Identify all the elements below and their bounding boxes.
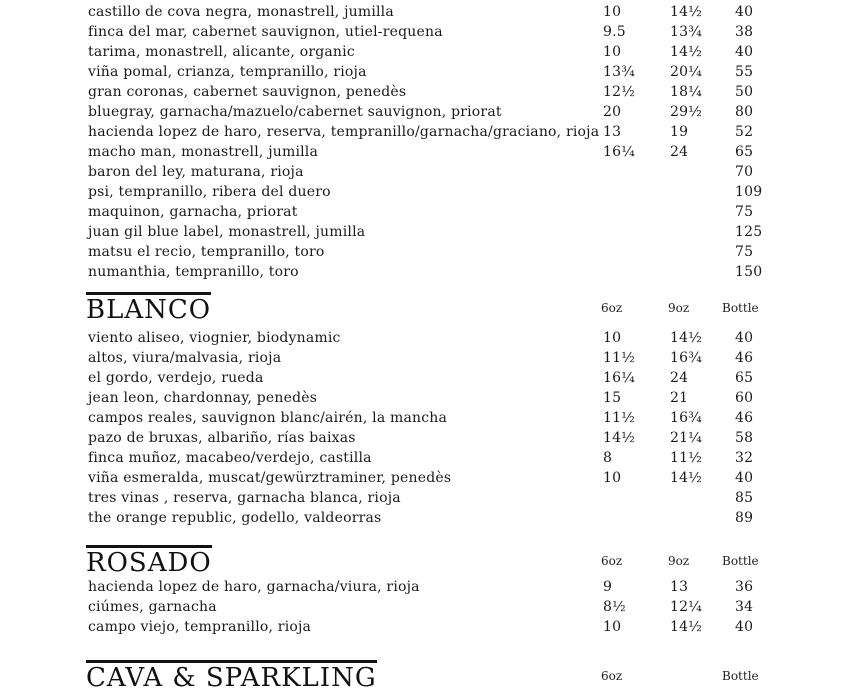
price-6oz: 10 bbox=[603, 330, 622, 346]
price-bottle: 36 bbox=[735, 579, 754, 595]
wine-row bbox=[0, 428, 845, 448]
wine-row bbox=[0, 368, 845, 388]
price-bottle: 75 bbox=[735, 204, 754, 220]
price-9oz: 13 bbox=[670, 579, 689, 595]
wine-row bbox=[0, 448, 845, 468]
price-bottle: 46 bbox=[735, 350, 754, 366]
price-6oz: 13 bbox=[603, 124, 622, 140]
wine-row bbox=[0, 508, 845, 528]
wine-name: el gordo, verdejo, rueda bbox=[88, 370, 264, 386]
price-9oz: 16¾ bbox=[670, 350, 702, 366]
wine-name: psi, tempranillo, ribera del duero bbox=[88, 184, 331, 200]
price-6oz: 10 bbox=[603, 619, 622, 635]
wine-name: baron del ley, maturana, rioja bbox=[88, 164, 304, 180]
column-header-bottle: Bottle bbox=[722, 301, 759, 315]
price-6oz: 10 bbox=[603, 4, 622, 20]
wine-row bbox=[0, 62, 845, 82]
wine-row bbox=[0, 388, 845, 408]
price-6oz: 8 bbox=[603, 450, 613, 466]
price-9oz: 14½ bbox=[670, 330, 702, 346]
wine-row bbox=[0, 2, 845, 22]
price-bottle: 70 bbox=[735, 164, 754, 180]
price-bottle: 46 bbox=[735, 410, 754, 426]
price-6oz: 15 bbox=[603, 390, 622, 406]
wine-row bbox=[0, 202, 845, 222]
wine-name: campo viejo, tempranillo, rioja bbox=[88, 619, 312, 635]
price-6oz: 13¾ bbox=[603, 64, 635, 80]
column-header-bottle: Bottle bbox=[722, 669, 759, 683]
price-bottle: 38 bbox=[735, 24, 754, 40]
price-6oz: 12½ bbox=[603, 84, 635, 100]
wine-name: bluegray, garnacha/mazuelo/cabernet sauvignon, priorat bbox=[88, 104, 502, 120]
section-title: BLANCO bbox=[86, 292, 211, 325]
wine-name: maquinon, garnacha, priorat bbox=[88, 204, 298, 220]
price-bottle: 34 bbox=[735, 599, 754, 615]
wine-name: hacienda lopez de haro, reserva, tempranillo/garnacha/graciano, rioja bbox=[88, 124, 600, 140]
price-9oz: 19 bbox=[670, 124, 689, 140]
price-9oz: 21 bbox=[670, 390, 689, 406]
wine-name: the orange republic, godello, valdeorras bbox=[88, 510, 382, 526]
price-9oz: 16¾ bbox=[670, 410, 702, 426]
price-6oz: 16¼ bbox=[603, 144, 635, 160]
price-bottle: 75 bbox=[735, 244, 754, 260]
price-9oz: 14½ bbox=[670, 619, 702, 635]
price-9oz: 14½ bbox=[670, 470, 702, 486]
price-6oz: 9.5 bbox=[603, 24, 626, 40]
price-bottle: 80 bbox=[735, 104, 754, 120]
wine-name: altos, viura/malvasia, rioja bbox=[88, 350, 282, 366]
wine-name: numanthia, tempranillo, toro bbox=[88, 264, 299, 280]
wine-row bbox=[0, 468, 845, 488]
wine-name: matsu el recio, tempranillo, toro bbox=[88, 244, 325, 260]
wine-name: gran coronas, cabernet sauvignon, penedès bbox=[88, 84, 407, 100]
price-9oz: 14½ bbox=[670, 44, 702, 60]
price-bottle: 58 bbox=[735, 430, 754, 446]
wine-row bbox=[0, 328, 845, 348]
price-9oz: 29½ bbox=[670, 104, 702, 120]
section-header bbox=[0, 545, 845, 577]
column-header-6oz: 6oz bbox=[601, 301, 623, 315]
wine-name: jean leon, chardonnay, penedès bbox=[88, 390, 318, 406]
wine-row bbox=[0, 488, 845, 508]
price-bottle: 40 bbox=[735, 619, 754, 635]
price-bottle: 32 bbox=[735, 450, 754, 466]
price-6oz: 14½ bbox=[603, 430, 635, 446]
wine-row bbox=[0, 617, 845, 637]
wine-name: macho man, monastrell, jumilla bbox=[88, 144, 319, 160]
price-9oz: 14½ bbox=[670, 4, 702, 20]
price-9oz: 20¼ bbox=[670, 64, 702, 80]
price-bottle: 40 bbox=[735, 330, 754, 346]
wine-row bbox=[0, 222, 845, 242]
price-9oz: 11½ bbox=[670, 450, 702, 466]
price-6oz: 16¼ bbox=[603, 370, 635, 386]
wine-name: castillo de cova negra, monastrell, jumilla bbox=[88, 4, 394, 20]
wine-name: tarima, monastrell, alicante, organic bbox=[88, 44, 355, 60]
wine-name: hacienda lopez de haro, garnacha/viura, rioja bbox=[88, 579, 420, 595]
wine-row bbox=[0, 122, 845, 142]
section-title: ROSADO bbox=[86, 545, 212, 578]
wine-name: viento aliseo, viognier, biodynamic bbox=[88, 330, 341, 346]
section-header bbox=[0, 292, 845, 324]
price-9oz: 24 bbox=[670, 370, 689, 386]
wine-name: campos reales, sauvignon blanc/airén, la mancha bbox=[88, 410, 448, 426]
wine-row bbox=[0, 408, 845, 428]
price-9oz: 12¼ bbox=[670, 599, 702, 615]
column-header-9oz: 9oz bbox=[668, 554, 690, 568]
wine-row bbox=[0, 182, 845, 202]
price-bottle: 125 bbox=[735, 224, 763, 240]
wine-row bbox=[0, 262, 845, 282]
price-bottle: 85 bbox=[735, 490, 754, 506]
price-6oz: 11½ bbox=[603, 410, 635, 426]
price-bottle: 50 bbox=[735, 84, 754, 100]
price-9oz: 24 bbox=[670, 144, 689, 160]
price-6oz: 8½ bbox=[603, 599, 626, 615]
price-9oz: 18¼ bbox=[670, 84, 702, 100]
price-bottle: 40 bbox=[735, 4, 754, 20]
price-bottle: 60 bbox=[735, 390, 754, 406]
price-bottle: 40 bbox=[735, 470, 754, 486]
wine-name: tres vinas , reserva, garnacha blanca, rioja bbox=[88, 490, 401, 506]
wine-name: ciúmes, garnacha bbox=[88, 599, 217, 615]
wine-row bbox=[0, 22, 845, 42]
wine-row bbox=[0, 142, 845, 162]
price-bottle: 40 bbox=[735, 44, 754, 60]
wine-row bbox=[0, 102, 845, 122]
column-header-bottle: Bottle bbox=[722, 554, 759, 568]
wine-row bbox=[0, 597, 845, 617]
price-bottle: 89 bbox=[735, 510, 754, 526]
section-header bbox=[0, 660, 845, 692]
price-bottle: 109 bbox=[735, 184, 763, 200]
price-6oz: 10 bbox=[603, 44, 622, 60]
wine-row bbox=[0, 577, 845, 597]
price-6oz: 9 bbox=[603, 579, 613, 595]
wine-name: finca muñoz, macabeo/verdejo, castilla bbox=[88, 450, 372, 466]
price-bottle: 150 bbox=[735, 264, 763, 280]
wine-row bbox=[0, 242, 845, 262]
wine-row bbox=[0, 42, 845, 62]
wine-name: finca del mar, cabernet sauvignon, utiel-requena bbox=[88, 24, 443, 40]
wine-name: viña pomal, crianza, tempranillo, rioja bbox=[88, 64, 367, 80]
price-6oz: 11½ bbox=[603, 350, 635, 366]
column-header-6oz: 6oz bbox=[601, 669, 623, 683]
wine-name: viña esmeralda, muscat/gewürztraminer, penedès bbox=[88, 470, 452, 486]
wine-name: pazo de bruxas, albariño, rías baixas bbox=[88, 430, 356, 446]
column-header-9oz: 9oz bbox=[668, 301, 690, 315]
section-title: CAVA & SPARKLING bbox=[86, 660, 377, 693]
price-6oz: 20 bbox=[603, 104, 622, 120]
wine-row bbox=[0, 162, 845, 182]
wine-name: juan gil blue label, monastrell, jumilla bbox=[88, 224, 366, 240]
price-bottle: 65 bbox=[735, 370, 754, 386]
price-bottle: 55 bbox=[735, 64, 754, 80]
price-9oz: 13¾ bbox=[670, 24, 702, 40]
price-bottle: 52 bbox=[735, 124, 754, 140]
wine-row bbox=[0, 348, 845, 368]
price-9oz: 21¼ bbox=[670, 430, 702, 446]
wine-row bbox=[0, 82, 845, 102]
price-6oz: 10 bbox=[603, 470, 622, 486]
price-bottle: 65 bbox=[735, 144, 754, 160]
column-header-6oz: 6oz bbox=[601, 554, 623, 568]
